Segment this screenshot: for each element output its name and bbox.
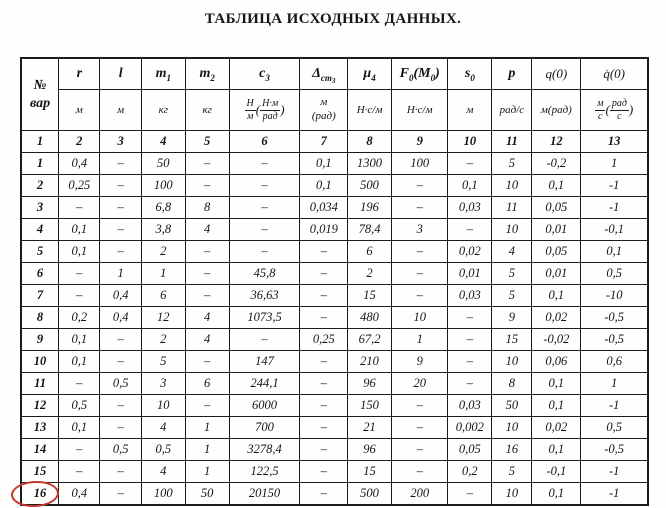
data-cell: 0,019 — [300, 219, 348, 241]
variant-number-cell: 11 — [21, 373, 59, 395]
data-cell: – — [185, 285, 229, 307]
data-cell: – — [391, 285, 447, 307]
data-cell: 0,4 — [100, 307, 141, 329]
data-cell: 0,5 — [581, 263, 648, 285]
data-cell: – — [448, 373, 492, 395]
data-cell: 0,05 — [532, 197, 581, 219]
data-cell: 11 — [492, 197, 532, 219]
table-row — [21, 219, 648, 241]
header-variant-number — [21, 58, 59, 131]
data-cell: 0,1 — [532, 395, 581, 417]
data-cell: – — [100, 197, 141, 219]
table-row — [21, 329, 648, 351]
header-q0: q(0) — [532, 58, 581, 90]
data-cell: – — [448, 307, 492, 329]
column-number-row — [21, 131, 648, 153]
data-cell: 0,05 — [448, 439, 492, 461]
column-number-cell: 9 — [391, 131, 447, 153]
data-cell: – — [185, 175, 229, 197]
header-symbol-row — [21, 58, 648, 90]
data-cell: 6,8 — [141, 197, 185, 219]
data-cell: 0,03 — [448, 197, 492, 219]
unit-c3: $\frac{Н}{м}$ ( $\frac{Н\cdot м}{\text{рад}}$ ) — [229, 90, 300, 131]
data-cell: 5 — [492, 285, 532, 307]
data-cell: 0,5 — [100, 373, 141, 395]
data-cell: – — [59, 439, 100, 461]
data-cell: 10 — [492, 417, 532, 439]
data-cell: -1 — [581, 483, 648, 506]
data-cell: 0,25 — [300, 329, 348, 351]
data-cell: 4 — [141, 417, 185, 439]
data-cell: – — [100, 175, 141, 197]
data-cell: 0,1 — [532, 175, 581, 197]
data-cell: 196 — [348, 197, 392, 219]
variant-number-cell: 2 — [21, 175, 59, 197]
variant-number-cell: 12 — [21, 395, 59, 417]
data-cell: 0,4 — [59, 153, 100, 175]
data-cell: 15 — [348, 285, 392, 307]
data-cell: – — [229, 241, 300, 263]
variant-number-cell: 5 — [21, 241, 59, 263]
data-cell: 0,01 — [448, 263, 492, 285]
header-units-row — [21, 90, 648, 131]
variant-number-cell: 14 — [21, 439, 59, 461]
table-row — [21, 395, 648, 417]
data-cell: 50 — [141, 153, 185, 175]
data-cell: 5 — [492, 153, 532, 175]
data-cell: 1 — [141, 263, 185, 285]
data-cell: 244,1 — [229, 373, 300, 395]
variant-number-cell: 13 — [21, 417, 59, 439]
data-cell: -0,02 — [532, 329, 581, 351]
data-cell: – — [391, 197, 447, 219]
column-number-cell: 11 — [492, 131, 532, 153]
header-m1: $m_1$ — [141, 58, 185, 90]
variant-number-cell: 7 — [21, 285, 59, 307]
data-cell: 10 — [492, 219, 532, 241]
data-cell: 3 — [141, 373, 185, 395]
data-cell: 0,1 — [448, 175, 492, 197]
data-cell: 0,05 — [532, 241, 581, 263]
table-row — [21, 285, 648, 307]
data-cell: 0,02 — [448, 241, 492, 263]
data-cell: 147 — [229, 351, 300, 373]
data-cell: 5 — [492, 461, 532, 483]
header-r: r — [59, 58, 100, 90]
data-cell: 6000 — [229, 395, 300, 417]
column-number-cell: 7 — [300, 131, 348, 153]
data-cell: 100 — [391, 153, 447, 175]
data-cell: – — [300, 373, 348, 395]
data-cell: – — [59, 263, 100, 285]
data-cell: – — [229, 219, 300, 241]
header-variant-line1: № — [33, 78, 47, 93]
data-cell: 0,1 — [532, 373, 581, 395]
table-row — [21, 153, 648, 175]
data-cell: 0,1 — [581, 241, 648, 263]
data-cell: – — [448, 329, 492, 351]
column-number-cell: 8 — [348, 131, 392, 153]
data-cell: 10 — [391, 307, 447, 329]
data-cell: 0,03 — [448, 285, 492, 307]
header-mu4: $\mu_4$ — [348, 58, 392, 90]
data-cell: – — [300, 351, 348, 373]
data-cell: – — [100, 461, 141, 483]
variant-number-cell: 16 — [21, 483, 59, 506]
header-m2: $m_2$ — [185, 58, 229, 90]
data-cell: 0,1 — [59, 417, 100, 439]
data-cell: 9 — [492, 307, 532, 329]
data-cell: 0,25 — [59, 175, 100, 197]
data-cell: 200 — [391, 483, 447, 506]
data-cell: 150 — [348, 395, 392, 417]
variant-number-cell: 8 — [21, 307, 59, 329]
data-cell: – — [185, 351, 229, 373]
variant-number-cell: 1 — [21, 153, 59, 175]
unit-q0: м(рад) — [532, 90, 581, 131]
data-cell: 0,2 — [448, 461, 492, 483]
column-number-cell: 5 — [185, 131, 229, 153]
unit-s0: м — [448, 90, 492, 131]
data-cell: 210 — [348, 351, 392, 373]
column-number-cell: 3 — [100, 131, 141, 153]
data-cell: 1 — [185, 417, 229, 439]
data-cell: – — [100, 153, 141, 175]
data-cell: 0,01 — [532, 263, 581, 285]
table-row — [21, 351, 648, 373]
data-cell: 4 — [141, 461, 185, 483]
table-row — [21, 197, 648, 219]
data-cell: 500 — [348, 175, 392, 197]
data-cell: 0,1 — [300, 175, 348, 197]
data-cell: 5 — [492, 263, 532, 285]
data-cell: – — [391, 263, 447, 285]
data-cell: – — [100, 329, 141, 351]
data-cell: 15 — [348, 461, 392, 483]
header-qdot0: q̇(0) — [581, 58, 648, 90]
data-cell: 3 — [391, 219, 447, 241]
data-cell: – — [185, 395, 229, 417]
data-cell: – — [229, 175, 300, 197]
header-l: l — [100, 58, 141, 90]
unit-qdot0: $\frac{м}{с}$ ( $\frac{\text{рад}}{с}$ ) — [581, 90, 648, 131]
variant-number-cell: 10 — [21, 351, 59, 373]
unit-m2: кг — [185, 90, 229, 131]
data-cell: 100 — [141, 175, 185, 197]
data-cell: – — [300, 439, 348, 461]
data-cell: 0,1 — [59, 241, 100, 263]
data-cell: 50 — [185, 483, 229, 506]
data-cell: 1 — [391, 329, 447, 351]
data-cell: – — [185, 241, 229, 263]
variant-number-cell: 3 — [21, 197, 59, 219]
data-cell: – — [448, 483, 492, 506]
data-cell: 2 — [141, 329, 185, 351]
header-f0-m0: $F_0(M_0)$ — [391, 58, 447, 90]
column-number-cell: 4 — [141, 131, 185, 153]
table-row — [21, 263, 648, 285]
data-cell: 36,63 — [229, 285, 300, 307]
data-cell: 2 — [348, 263, 392, 285]
unit-l: м — [100, 90, 141, 131]
data-cell: 4 — [492, 241, 532, 263]
variant-number-cell: 6 — [21, 263, 59, 285]
table-row — [21, 373, 648, 395]
data-cell: 0,5 — [141, 439, 185, 461]
data-cell: – — [391, 395, 447, 417]
data-cell: – — [185, 263, 229, 285]
data-cell: 2 — [141, 241, 185, 263]
data-cell: 0,06 — [532, 351, 581, 373]
data-cell: 0,4 — [100, 285, 141, 307]
data-cell: 6 — [141, 285, 185, 307]
data-cell: 480 — [348, 307, 392, 329]
data-cell: 45,8 — [229, 263, 300, 285]
column-number-cell: 2 — [59, 131, 100, 153]
data-cell: 1300 — [348, 153, 392, 175]
data-cell: 0,5 — [100, 439, 141, 461]
unit-mu4: Н·с/м — [348, 90, 392, 131]
data-cell: 5 — [141, 351, 185, 373]
data-cell: – — [448, 153, 492, 175]
table-row — [21, 241, 648, 263]
data-cell: 96 — [348, 373, 392, 395]
data-cell: 10 — [492, 483, 532, 506]
column-number-cell: 6 — [229, 131, 300, 153]
column-number-cell: 13 — [581, 131, 648, 153]
data-cell: 4 — [185, 219, 229, 241]
data-cell: – — [59, 197, 100, 219]
table-row — [21, 175, 648, 197]
data-cell: 50 — [492, 395, 532, 417]
data-cell: – — [391, 241, 447, 263]
data-cell: -0,1 — [581, 219, 648, 241]
data-cell: 8 — [185, 197, 229, 219]
data-cell: -0,5 — [581, 329, 648, 351]
data-cell: 0,2 — [59, 307, 100, 329]
data-cell: 0,1 — [300, 153, 348, 175]
data-cell: – — [300, 307, 348, 329]
table-row — [21, 439, 648, 461]
data-cell: -0,2 — [532, 153, 581, 175]
data-cell: – — [391, 175, 447, 197]
data-cell: 0,02 — [532, 307, 581, 329]
data-cell: 8 — [492, 373, 532, 395]
data-cell: 78,4 — [348, 219, 392, 241]
data-cell: 100 — [141, 483, 185, 506]
data-cell: 1 — [100, 263, 141, 285]
data-cell: 67,2 — [348, 329, 392, 351]
data-cell: 0,6 — [581, 351, 648, 373]
initial-data-table — [20, 57, 649, 506]
variant-number-cell: 9 — [21, 329, 59, 351]
variant-number-cell: 4 — [21, 219, 59, 241]
data-cell: 500 — [348, 483, 392, 506]
data-cell: -1 — [581, 461, 648, 483]
data-cell: 1 — [581, 153, 648, 175]
data-cell: 0,4 — [59, 483, 100, 506]
data-cell: 0,5 — [581, 417, 648, 439]
data-cell: – — [100, 483, 141, 506]
data-cell: – — [300, 395, 348, 417]
data-cell: 10 — [492, 175, 532, 197]
data-cell: 0,034 — [300, 197, 348, 219]
table-row — [21, 461, 648, 483]
data-cell: -0,1 — [532, 461, 581, 483]
data-cell: 0,1 — [59, 351, 100, 373]
data-cell: 9 — [391, 351, 447, 373]
data-cell: – — [100, 241, 141, 263]
data-cell: – — [391, 439, 447, 461]
data-cell: – — [100, 395, 141, 417]
data-cell: – — [391, 417, 447, 439]
table-row — [21, 307, 648, 329]
data-cell: -1 — [581, 395, 648, 417]
header-s0: $s_0$ — [448, 58, 492, 90]
header-c3: $c_3$ — [229, 58, 300, 90]
data-cell: 4 — [185, 329, 229, 351]
data-cell: 700 — [229, 417, 300, 439]
data-cell: 0,01 — [532, 219, 581, 241]
variant-number-cell: 15 — [21, 461, 59, 483]
data-cell: 0,1 — [532, 439, 581, 461]
data-cell: 1 — [185, 439, 229, 461]
data-cell: – — [100, 351, 141, 373]
data-cell: 0,02 — [532, 417, 581, 439]
page-title: ТАБЛИЦА ИСХОДНЫХ ДАННЫХ. — [204, 11, 462, 27]
data-cell: 3278,4 — [229, 439, 300, 461]
data-cell: 10 — [141, 395, 185, 417]
data-cell: 1 — [185, 461, 229, 483]
data-cell: – — [185, 153, 229, 175]
data-cell: – — [59, 373, 100, 395]
data-cell: – — [229, 329, 300, 351]
data-cell: – — [59, 285, 100, 307]
data-cell: 1 — [581, 373, 648, 395]
data-cell: 0,5 — [59, 395, 100, 417]
header-delta-st3: $\Delta_{ст_3}$ — [300, 58, 348, 90]
data-cell: – — [300, 461, 348, 483]
data-cell: 0,1 — [532, 483, 581, 506]
unit-p: рад/с — [492, 90, 532, 131]
data-cell: – — [391, 461, 447, 483]
data-cell: – — [229, 153, 300, 175]
unit-m1: кг — [141, 90, 185, 131]
header-variant-line2: вар — [29, 95, 51, 111]
data-cell: – — [300, 263, 348, 285]
data-cell: 16 — [492, 439, 532, 461]
table-row — [21, 483, 648, 506]
unit-delta-st3: м (рад) — [300, 90, 348, 131]
data-cell: – — [100, 417, 141, 439]
data-cell: -0,5 — [581, 439, 648, 461]
data-cell: -1 — [581, 197, 648, 219]
data-cell: 122,5 — [229, 461, 300, 483]
data-cell: -10 — [581, 285, 648, 307]
data-cell: -1 — [581, 175, 648, 197]
data-cell: 10 — [492, 351, 532, 373]
data-cell: 6 — [185, 373, 229, 395]
column-number-cell: 12 — [532, 131, 581, 153]
data-cell: 21 — [348, 417, 392, 439]
data-cell: 1073,5 — [229, 307, 300, 329]
column-number-cell: 10 — [448, 131, 492, 153]
data-cell: – — [300, 241, 348, 263]
data-cell: – — [300, 417, 348, 439]
data-cell: 12 — [141, 307, 185, 329]
data-cell: – — [448, 219, 492, 241]
data-cell: – — [300, 285, 348, 307]
data-cell: – — [100, 219, 141, 241]
data-cell: 20 — [391, 373, 447, 395]
data-cell: – — [448, 351, 492, 373]
unit-r: м — [59, 90, 100, 131]
data-cell: 96 — [348, 439, 392, 461]
data-cell: 6 — [348, 241, 392, 263]
data-cell: 0,1 — [59, 219, 100, 241]
data-cell: – — [59, 461, 100, 483]
data-cell: – — [229, 197, 300, 219]
data-cell: 4 — [185, 307, 229, 329]
data-cell: – — [300, 483, 348, 506]
header-p: p — [492, 58, 532, 90]
data-cell: 15 — [492, 329, 532, 351]
data-cell: -0,5 — [581, 307, 648, 329]
data-cell: 0,1 — [59, 329, 100, 351]
data-cell: 0,03 — [448, 395, 492, 417]
table-body — [21, 153, 648, 506]
unit-f0-m0: Н·с/м — [391, 90, 447, 131]
data-cell: 20150 — [229, 483, 300, 506]
data-cell: 3,8 — [141, 219, 185, 241]
data-cell: 0,002 — [448, 417, 492, 439]
column-number-cell: 1 — [21, 131, 59, 153]
table-row — [21, 417, 648, 439]
data-cell: 0,1 — [532, 285, 581, 307]
